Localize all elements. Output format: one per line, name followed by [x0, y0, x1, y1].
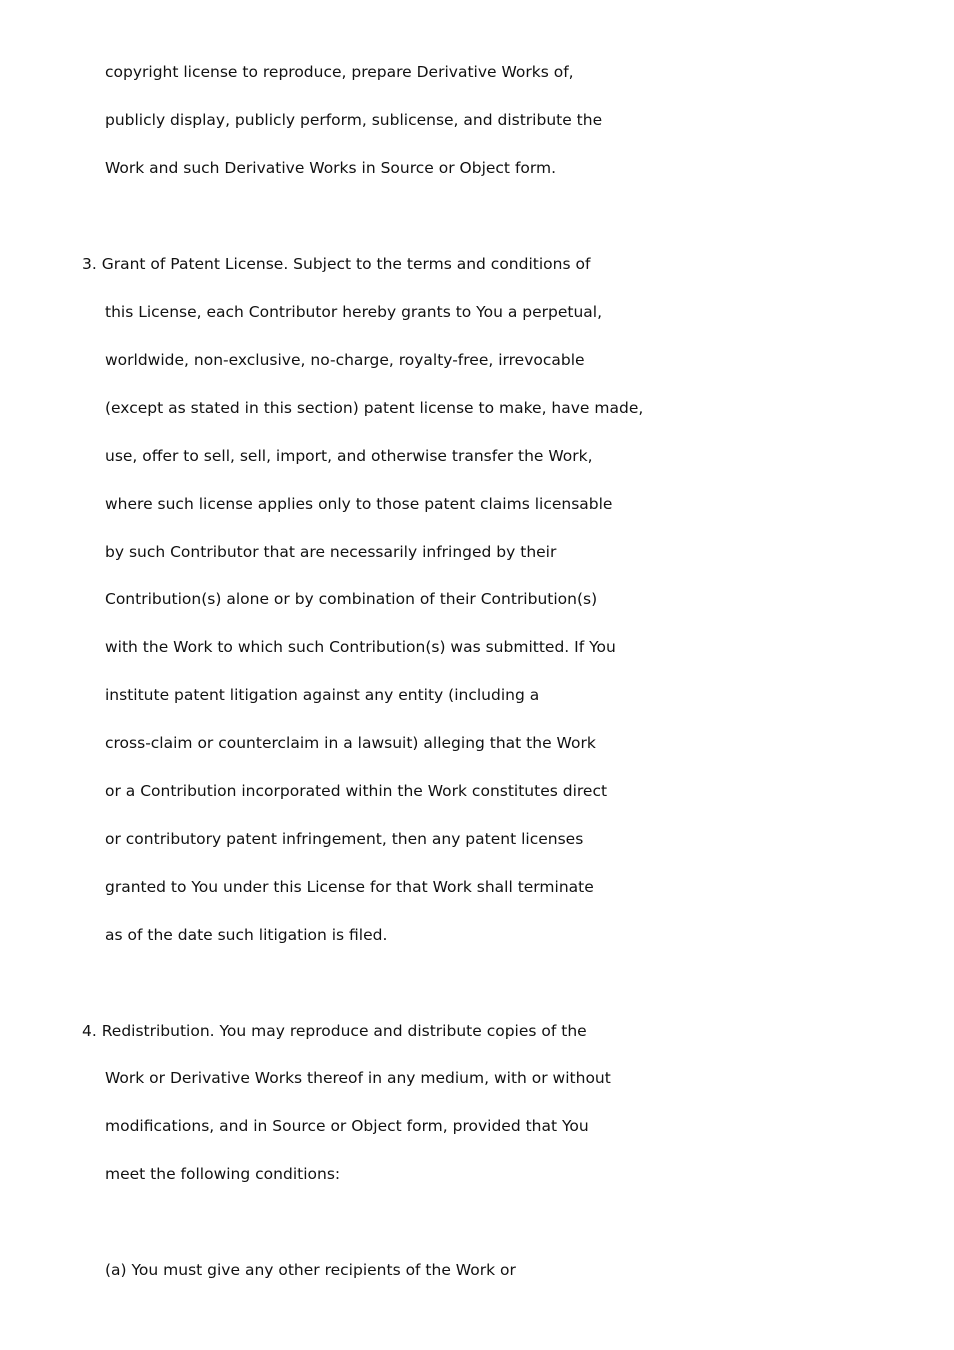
text-line: institute patent litigation against any entity (including a: [105, 686, 540, 704]
text-line: publicly display, publicly perform, sublicense, and distribute the: [105, 111, 603, 129]
text-line: as of the date such litigation is filed.: [105, 926, 388, 944]
text-line: (except as stated in this section) patent license to make, have made,: [105, 399, 644, 417]
section-heading-redistribution: 4. Redistribution. You may reproduce and distribute copies of the: [82, 1022, 587, 1040]
text-line: use, offer to sell, sell, import, and otherwise transfer the Work,: [105, 447, 593, 465]
text-line: this License, each Contributor hereby grants to You a perpetual,: [105, 303, 603, 321]
section-heading-patent-license: 3. Grant of Patent License. Subject to the terms and conditions of: [82, 255, 591, 273]
list-item-a: (a) You must give any other recipients of the Work or: [105, 1261, 516, 1279]
text-line: worldwide, non-exclusive, no-charge, royalty-free, irrevocable: [105, 351, 585, 369]
text-line: by such Contributor that are necessarily infringed by their: [105, 543, 557, 561]
text-line: where such license applies only to those patent claims licensable: [105, 495, 613, 513]
text-line: cross-claim or counterclaim in a lawsuit) alleging that the Work: [105, 734, 596, 752]
text-line: modifications, and in Source or Object form, provided that You: [105, 1117, 589, 1135]
text-line: Work and such Derivative Works in Source or Object form.: [105, 159, 557, 177]
text-line: copyright license to reproduce, prepare Derivative Works of,: [105, 63, 574, 81]
text-line: or a Contribution incorporated within the Work constitutes direct: [105, 782, 608, 800]
text-line: Work or Derivative Works thereof in any medium, with or without: [105, 1069, 611, 1087]
text-line: meet the following conditions:: [105, 1165, 341, 1183]
text-line: with the Work to which such Contribution(s) was submitted. If You: [105, 638, 616, 656]
text-line: Contribution(s) alone or by combination of their Contribution(s): [105, 590, 598, 608]
text-line: granted to You under this License for that Work shall terminate: [105, 878, 594, 896]
text-line: or contributory patent infringement, then any patent licenses: [105, 830, 584, 848]
